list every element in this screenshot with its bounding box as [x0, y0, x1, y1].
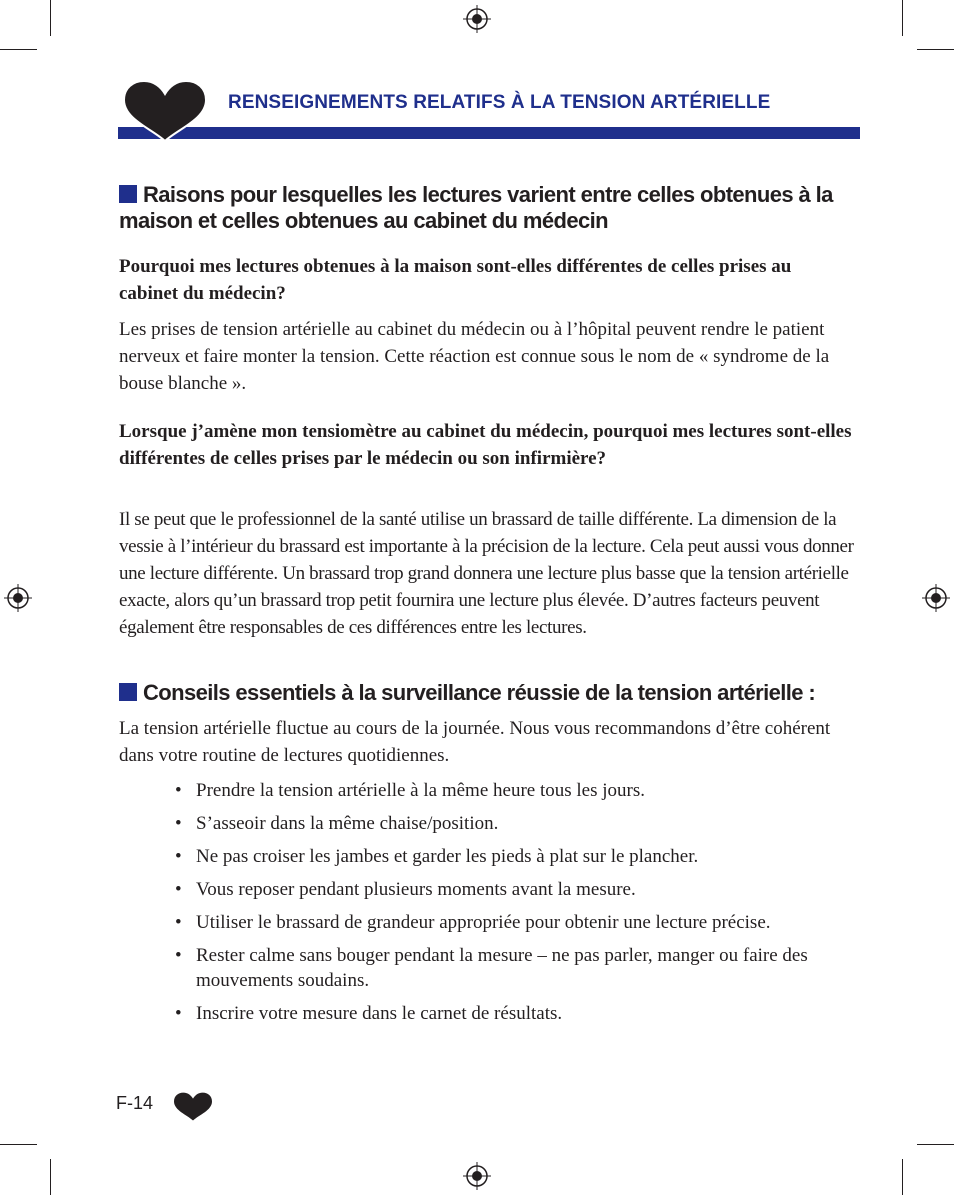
- crop-mark: [50, 1159, 51, 1195]
- question-heading: Lorsque j’amène mon tensiomètre au cabinet du médecin, pourquoi mes lectures sont-elles différentes de celles prises par le médecin ou son infirmière?: [119, 421, 852, 469]
- list-item: [175, 844, 855, 869]
- list-item-text: Prendre la tension artérielle à la même heure tous les jours.: [196, 780, 645, 801]
- list-item: [175, 877, 855, 902]
- bullet-icon: •: [175, 879, 182, 900]
- intro-paragraph: La tension artérielle fluctue au cours de la journée. Nous vous recommandons d’être cohérent dans votre routine de lectures quotidiennes.: [119, 718, 831, 766]
- list-item-text: Rester calme sans bouger pendant la mesure – ne pas parler, manger ou faire des mouvements soudains.: [196, 945, 808, 991]
- list-item: [175, 910, 855, 935]
- list-item: [175, 1001, 855, 1026]
- section-title: [119, 680, 859, 706]
- bullet-icon: •: [175, 912, 182, 933]
- bullet-icon: •: [175, 1003, 182, 1024]
- square-bullet-icon: [119, 185, 137, 203]
- heart-icon: [124, 81, 206, 143]
- crop-mark: [917, 49, 954, 50]
- answer-paragraph: Il se peut que le professionnel de la santé utilise un brassard de taille différente. La dimension de la vessie à l’intérieur du brassard est importante à la précision de la lecture. Cela peut aussi vous donner une lecture différente. Un brassard trop grand donnera une lecture plus basse que la tension artérielle exacte, alors qu’un brassard trop petit fournira une lecture plus élevée. D’autres facteurs peuvent également être responsables de ces différences entre les lectures.: [119, 509, 854, 638]
- crop-mark: [0, 49, 37, 50]
- header-rule: [118, 127, 860, 139]
- registration-mark-icon: [922, 584, 950, 612]
- list-item-text: Inscrire votre mesure dans le carnet de résultats.: [196, 1003, 563, 1024]
- question-heading: Pourquoi mes lectures obtenues à la maison sont-elles différentes de celles prises au cabinet du médecin?: [119, 256, 792, 304]
- crop-mark: [50, 0, 51, 36]
- registration-mark-icon: [463, 1162, 491, 1190]
- crop-mark: [902, 0, 903, 36]
- crop-mark: [0, 1144, 37, 1145]
- square-bullet-icon: [119, 683, 137, 701]
- list-item: [175, 811, 855, 836]
- registration-mark-icon: [463, 5, 491, 33]
- bullet-icon: •: [175, 945, 182, 966]
- list-item-text: Vous reposer pendant plusieurs moments avant la mesure.: [196, 879, 636, 900]
- list-item-text: S’asseoir dans la même chaise/position.: [196, 813, 499, 834]
- registration-mark-icon: [4, 584, 32, 612]
- answer-paragraph: Les prises de tension artérielle au cabinet du médecin ou à l’hôpital peuvent rendre le patient nerveux et faire monter la tension. Cette réaction est connue sous le nom de « syndrome de la bouse blanche ».: [119, 319, 830, 394]
- page-number: F-14: [116, 1093, 154, 1113]
- crop-mark: [902, 1159, 903, 1195]
- tips-list: [175, 778, 855, 1034]
- section-title: [119, 182, 859, 234]
- list-item: [175, 943, 855, 993]
- crop-mark: [917, 1144, 954, 1145]
- bullet-icon: •: [175, 780, 182, 801]
- bullet-icon: •: [175, 846, 182, 867]
- header-title: RENSEIGNEMENTS RELATIFS À LA TENSION ARTÉRIELLE: [228, 92, 771, 113]
- bullet-icon: •: [175, 813, 182, 834]
- heart-icon: [174, 1092, 212, 1122]
- section-title-text: Conseils essentiels à la surveillance réussie de la tension artérielle :: [143, 680, 816, 705]
- list-item-text: Ne pas croiser les jambes et garder les pieds à plat sur le plancher.: [196, 846, 699, 867]
- list-item-text: Utiliser le brassard de grandeur appropriée pour obtenir une lecture précise.: [196, 912, 771, 933]
- list-item: [175, 778, 855, 803]
- section-title-text: Raisons pour lesquelles les lectures varient entre celles obtenues à la maison et celles obtenues au cabinet du médecin: [119, 182, 833, 233]
